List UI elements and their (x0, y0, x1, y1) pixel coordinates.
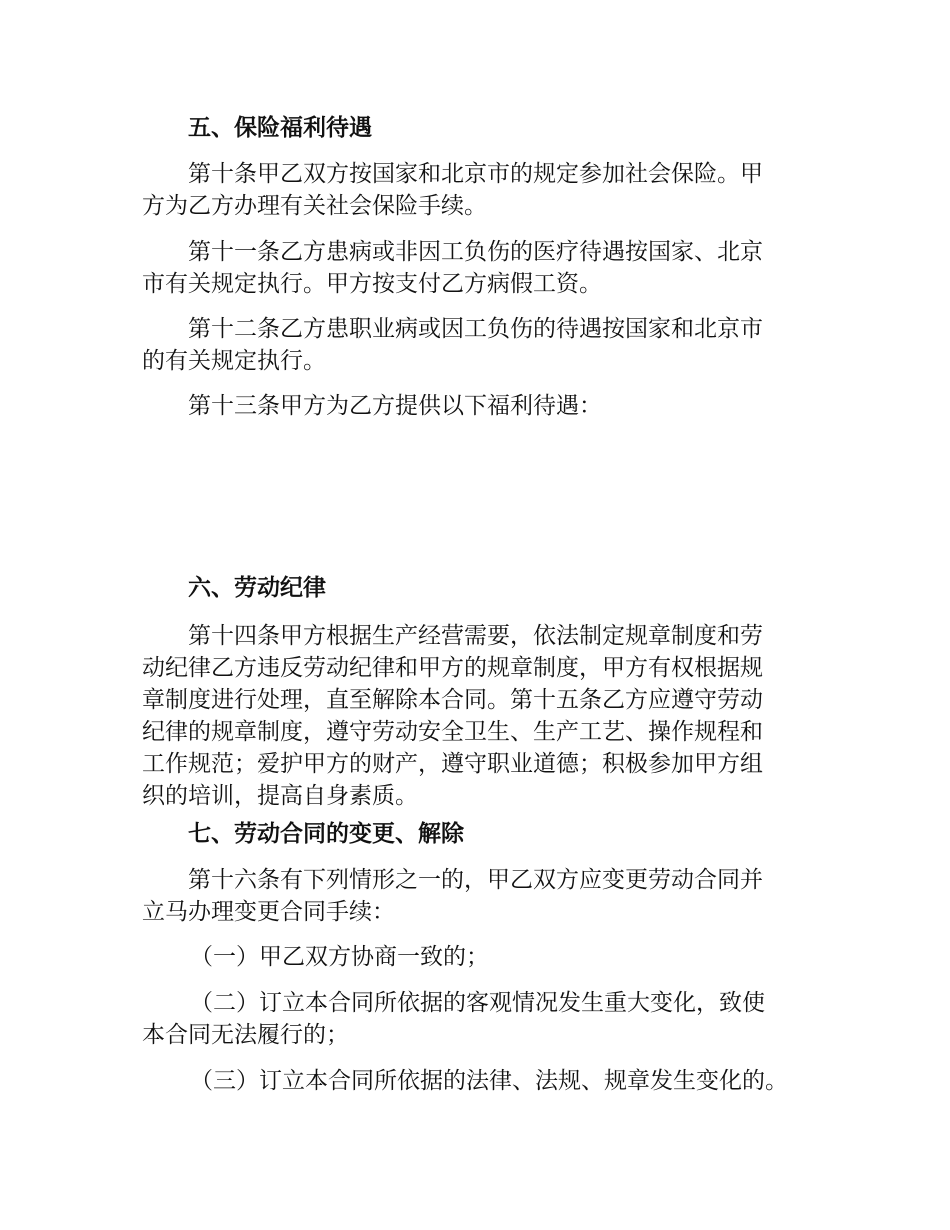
paragraph-line: 第十三条甲方为乙方提供以下福利待遇： (188, 393, 602, 419)
paragraph-line: （三）订立本合同所依据的法律、法规、规章发生变化的。 (190, 1068, 788, 1094)
section-7-heading (142, 818, 878, 850)
article-13 (142, 390, 832, 422)
paragraph-line: 织的培训，提高自身素质。 (142, 783, 418, 809)
paragraph-line: 第十六条有下列情形之一的，甲乙双方应变更劳动合同并 (188, 867, 763, 893)
paragraph-line: 市有关规定执行。甲方按支付乙方病假工资。 (142, 271, 602, 297)
paragraph-line: 的有关规定执行。 (142, 348, 326, 374)
list-item-2 (142, 987, 832, 1051)
list-item-1 (142, 941, 832, 973)
paragraph-line: 第十二条乙方患职业病或因工负伤的待遇按国家和北京市 (188, 316, 763, 342)
paragraph-line: 第十一条乙方患病或非因工负伤的医疗待遇按国家、北京 (188, 239, 763, 265)
paragraph-line: 章制度进行处理，直至解除本合同。第十五条乙方应遵守劳动 (142, 687, 763, 713)
paragraph-line: 动纪律乙方违反劳动纪律和甲方的规章制度，甲方有权根据规 (142, 655, 763, 681)
heading-text: 七、劳动合同的变更、解除 (188, 820, 464, 847)
paragraph-line: （二）订立本合同所依据的客观情况发生重大变化，致使 (190, 990, 765, 1016)
paragraph-line: 第十四条甲方根据生产经营需要，依法制定规章制度和劳 (188, 623, 763, 649)
paragraph-line: 立马办理变更合同手续： (142, 899, 395, 925)
heading-text: 五、保险福利待遇 (188, 114, 372, 141)
article-12 (142, 313, 832, 377)
paragraph-line: 方为乙方办理有关社会保险手续。 (142, 193, 487, 219)
article-11 (142, 236, 832, 300)
article-14-15 (142, 620, 832, 812)
article-16 (142, 864, 832, 928)
section-6-heading (142, 572, 878, 604)
list-item-3 (142, 1065, 832, 1097)
paragraph-line: 本合同无法履行的； (142, 1022, 349, 1048)
paragraph-line: 纪律的规章制度，遵守劳动安全卫生、生产工艺、操作规程和 (142, 719, 763, 745)
article-10 (142, 158, 832, 222)
paragraph-line: 工作规范；爱护甲方的财产，遵守职业道德；积极参加甲方组 (142, 751, 763, 777)
section-5-heading (142, 112, 878, 144)
paragraph-line: （一）甲乙双方协商一致的； (190, 944, 489, 970)
heading-text: 六、劳动纪律 (188, 574, 326, 601)
paragraph-line: 第十条甲乙双方按国家和北京市的规定参加社会保险。甲 (188, 161, 763, 187)
